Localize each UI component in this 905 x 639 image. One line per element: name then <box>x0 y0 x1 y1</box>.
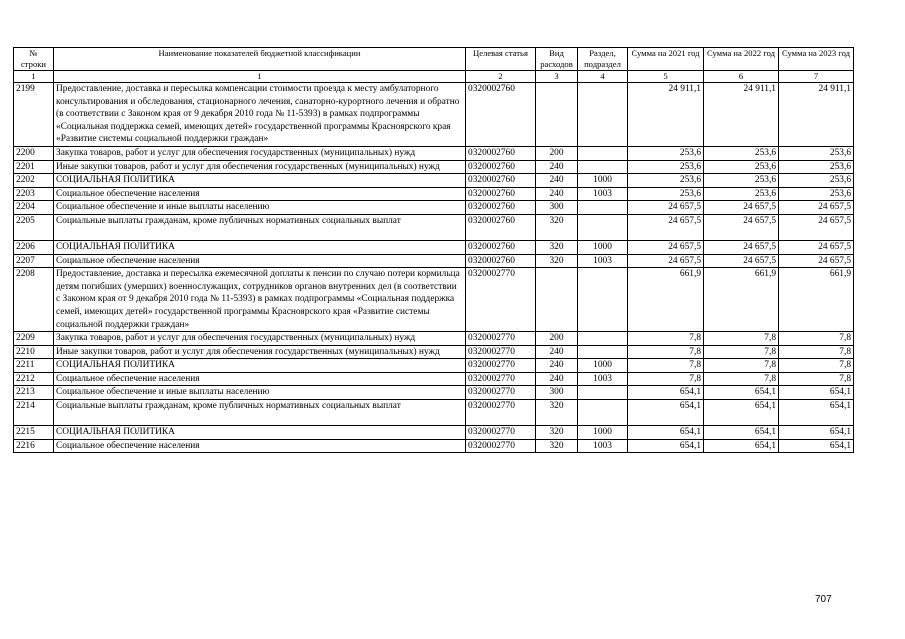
expense-type-cell: 240 <box>536 372 578 386</box>
target-article-cell: 0320002770 <box>466 359 536 373</box>
expense-type-cell: 320 <box>536 400 578 426</box>
sum-2023-cell: 7,8 <box>779 332 854 346</box>
indicator-name-cell: Предоставление, доставка и пересылка ежемесячной доплаты к пенсии по случаю потери кормильца детям погибших (умерших) военнослужащих, сотрудников органов внутренних дел (в соответствии с Законом края от 9 декабря 2010 года № 11-5393) в рамках подпрограммы «Социальная поддержка семей, имеющих детей» государственной программы Красноярского края «Развитие системы социальной поддержки граждан» <box>54 268 466 332</box>
indicator-name-cell: СОЦИАЛЬНАЯ ПОЛИТИКА <box>54 240 466 254</box>
table-row <box>14 359 854 373</box>
column-number: 5 <box>628 71 704 83</box>
section-subsection-cell <box>578 201 628 215</box>
sum-2023-cell: 24 657,5 <box>779 240 854 254</box>
expense-type-cell: 320 <box>536 426 578 440</box>
table-row <box>14 386 854 400</box>
sum-2023-cell: 654,1 <box>779 439 854 453</box>
section-subsection-cell: 1000 <box>578 174 628 188</box>
section-subsection-cell: 1000 <box>578 359 628 373</box>
header-sum-2023: Сумма на 2023 год <box>779 48 854 71</box>
indicator-name-cell: Закупка товаров, работ и услуг для обеспечения государственных (муниципальных) нужд <box>54 332 466 346</box>
sum-2021-cell: 7,8 <box>628 359 704 373</box>
sum-2021-cell: 24 657,5 <box>628 254 704 268</box>
target-article-cell: 0320002760 <box>466 83 536 147</box>
target-article-cell: 0320002770 <box>466 372 536 386</box>
header-expense-type: Вид расходов <box>536 48 578 71</box>
target-article-cell: 0320002760 <box>466 240 536 254</box>
row-number-cell: 2209 <box>14 332 54 346</box>
expense-type-cell: 320 <box>536 214 578 240</box>
column-number: 1 <box>54 71 466 83</box>
indicator-name-cell: Социальное обеспечение населения <box>54 439 466 453</box>
header-section: Раздел, подраздел <box>578 48 628 71</box>
target-article-cell: 0320002770 <box>466 439 536 453</box>
row-number-cell: 2201 <box>14 160 54 174</box>
indicator-name-cell: Закупка товаров, работ и услуг для обеспечения государственных (муниципальных) нужд <box>54 146 466 160</box>
target-article-cell: 0320002760 <box>466 214 536 240</box>
expense-type-cell: 300 <box>536 201 578 215</box>
sum-2023-cell: 7,8 <box>779 359 854 373</box>
table-body <box>14 83 854 453</box>
target-article-cell: 0320002760 <box>466 254 536 268</box>
expense-type-cell: 300 <box>536 386 578 400</box>
column-number-row <box>14 71 854 83</box>
row-number-cell: 2205 <box>14 214 54 240</box>
sum-2023-cell: 661,9 <box>779 268 854 332</box>
sum-2021-cell: 7,8 <box>628 332 704 346</box>
sum-2023-cell: 24 657,5 <box>779 201 854 215</box>
target-article-cell: 0320002770 <box>466 386 536 400</box>
row-number-cell: 2213 <box>14 386 54 400</box>
indicator-name-cell: СОЦИАЛЬНАЯ ПОЛИТИКА <box>54 174 466 188</box>
target-article-cell: 0320002760 <box>466 146 536 160</box>
column-number: 3 <box>536 71 578 83</box>
table-row <box>14 372 854 386</box>
expense-type-cell: 240 <box>536 160 578 174</box>
column-number: 4 <box>578 71 628 83</box>
table-row <box>14 400 854 426</box>
sum-2021-cell: 253,6 <box>628 174 704 188</box>
table-row <box>14 268 854 332</box>
sum-2021-cell: 253,6 <box>628 146 704 160</box>
sum-2021-cell: 7,8 <box>628 345 704 359</box>
row-number-cell: 2202 <box>14 174 54 188</box>
sum-2021-cell: 24 657,5 <box>628 240 704 254</box>
sum-2021-cell: 253,6 <box>628 160 704 174</box>
row-number-cell: 2206 <box>14 240 54 254</box>
sum-2022-cell: 253,6 <box>704 174 779 188</box>
expense-type-cell: 240 <box>536 174 578 188</box>
sum-2023-cell: 253,6 <box>779 146 854 160</box>
expense-type-cell: 320 <box>536 240 578 254</box>
sum-2023-cell: 24 657,5 <box>779 254 854 268</box>
table-row <box>14 254 854 268</box>
indicator-name-cell: Социальные выплаты гражданам, кроме публичных нормативных социальных выплат <box>54 214 466 240</box>
section-subsection-cell <box>578 400 628 426</box>
indicator-name-cell: СОЦИАЛЬНАЯ ПОЛИТИКА <box>54 359 466 373</box>
section-subsection-cell <box>578 160 628 174</box>
section-subsection-cell: 1003 <box>578 254 628 268</box>
sum-2022-cell: 7,8 <box>704 372 779 386</box>
column-number: 2 <box>466 71 536 83</box>
sum-2023-cell: 253,6 <box>779 160 854 174</box>
sum-2022-cell: 253,6 <box>704 160 779 174</box>
header-row-number: № строки <box>14 48 54 71</box>
row-number-cell: 2200 <box>14 146 54 160</box>
section-subsection-cell <box>578 268 628 332</box>
indicator-name-cell: Социальное обеспечение населения <box>54 254 466 268</box>
target-article-cell: 0320002760 <box>466 160 536 174</box>
table-row <box>14 345 854 359</box>
budget-table <box>13 47 854 453</box>
indicator-name-cell: Социальное обеспечение и иные выплаты населению <box>54 201 466 215</box>
indicator-name-cell: Социальное обеспечение населения <box>54 187 466 201</box>
indicator-name-cell: Иные закупки товаров, работ и услуг для обеспечения государственных (муниципальных) нужд <box>54 160 466 174</box>
expense-type-cell: 200 <box>536 332 578 346</box>
header-target-article: Целевая статья <box>466 48 536 71</box>
sum-2022-cell: 24 657,5 <box>704 240 779 254</box>
sum-2022-cell: 654,1 <box>704 439 779 453</box>
target-article-cell: 0320002770 <box>466 426 536 440</box>
sum-2023-cell: 24 657,5 <box>779 214 854 240</box>
expense-type-cell: 320 <box>536 254 578 268</box>
indicator-name-cell: Социальное обеспечение и иные выплаты населению <box>54 386 466 400</box>
column-number: 6 <box>704 71 779 83</box>
row-number-cell: 2212 <box>14 372 54 386</box>
sum-2022-cell: 24 911,1 <box>704 83 779 147</box>
sum-2022-cell: 24 657,5 <box>704 214 779 240</box>
table-row <box>14 174 854 188</box>
table-row <box>14 160 854 174</box>
section-subsection-cell: 1003 <box>578 372 628 386</box>
expense-type-cell <box>536 83 578 147</box>
sum-2023-cell: 24 911,1 <box>779 83 854 147</box>
table-row <box>14 439 854 453</box>
section-subsection-cell <box>578 146 628 160</box>
indicator-name-cell: Социальные выплаты гражданам, кроме публичных нормативных социальных выплат <box>54 400 466 426</box>
sum-2022-cell: 7,8 <box>704 345 779 359</box>
sum-2021-cell: 7,8 <box>628 372 704 386</box>
expense-type-cell: 240 <box>536 359 578 373</box>
sum-2022-cell: 7,8 <box>704 359 779 373</box>
indicator-name-cell: Социальное обеспечение населения <box>54 372 466 386</box>
section-subsection-cell <box>578 386 628 400</box>
row-number-cell: 2199 <box>14 83 54 147</box>
row-number-cell: 2208 <box>14 268 54 332</box>
sum-2023-cell: 654,1 <box>779 400 854 426</box>
table-row <box>14 187 854 201</box>
row-number-cell: 2215 <box>14 426 54 440</box>
indicator-name-cell: СОЦИАЛЬНАЯ ПОЛИТИКА <box>54 426 466 440</box>
expense-type-cell <box>536 268 578 332</box>
row-number-cell: 2211 <box>14 359 54 373</box>
section-subsection-cell: 1003 <box>578 187 628 201</box>
expense-type-cell: 320 <box>536 439 578 453</box>
section-subsection-cell: 1000 <box>578 426 628 440</box>
target-article-cell: 0320002770 <box>466 345 536 359</box>
sum-2022-cell: 24 657,5 <box>704 201 779 215</box>
section-subsection-cell <box>578 214 628 240</box>
sum-2021-cell: 253,6 <box>628 187 704 201</box>
page-number: 707 <box>815 594 832 605</box>
table-row <box>14 332 854 346</box>
sum-2023-cell: 7,8 <box>779 372 854 386</box>
sum-2023-cell: 7,8 <box>779 345 854 359</box>
sum-2022-cell: 7,8 <box>704 332 779 346</box>
indicator-name-cell: Предоставление, доставка и пересылка компенсации стоимости проезда к месту амбулаторного консультирования и обследования, стационарного лечения, санаторно-курортного лечения и обратно (в соответствии с Законом края от 9 декабря 2010 года № 11-5393) в рамках подпрограммы «Социальная поддержка семей, имеющих детей» государственной программы Красноярского края «Развитие системы социальной поддержки граждан» <box>54 83 466 147</box>
sum-2022-cell: 253,6 <box>704 146 779 160</box>
sum-2021-cell: 654,1 <box>628 439 704 453</box>
table-row <box>14 214 854 240</box>
table-row <box>14 201 854 215</box>
row-number-cell: 2214 <box>14 400 54 426</box>
sum-2023-cell: 253,6 <box>779 174 854 188</box>
target-article-cell: 0320002770 <box>466 332 536 346</box>
target-article-cell: 0320002760 <box>466 201 536 215</box>
target-article-cell: 0320002770 <box>466 268 536 332</box>
table-row <box>14 146 854 160</box>
table-row <box>14 83 854 147</box>
sum-2021-cell: 654,1 <box>628 400 704 426</box>
indicator-name-cell: Иные закупки товаров, работ и услуг для обеспечения государственных (муниципальных) нужд <box>54 345 466 359</box>
row-number-cell: 2204 <box>14 201 54 215</box>
section-subsection-cell <box>578 83 628 147</box>
expense-type-cell: 240 <box>536 187 578 201</box>
sum-2023-cell: 253,6 <box>779 187 854 201</box>
sum-2022-cell: 661,9 <box>704 268 779 332</box>
header-row <box>14 48 854 71</box>
sum-2022-cell: 654,1 <box>704 426 779 440</box>
row-number-cell: 2203 <box>14 187 54 201</box>
header-sum-2022: Сумма на 2022 год <box>704 48 779 71</box>
target-article-cell: 0320002760 <box>466 187 536 201</box>
section-subsection-cell <box>578 345 628 359</box>
sum-2021-cell: 24 911,1 <box>628 83 704 147</box>
sum-2022-cell: 654,1 <box>704 386 779 400</box>
sum-2022-cell: 253,6 <box>704 187 779 201</box>
expense-type-cell: 200 <box>536 146 578 160</box>
target-article-cell: 0320002770 <box>466 400 536 426</box>
expense-type-cell: 240 <box>536 345 578 359</box>
sum-2023-cell: 654,1 <box>779 426 854 440</box>
section-subsection-cell: 1000 <box>578 240 628 254</box>
sum-2021-cell: 24 657,5 <box>628 201 704 215</box>
header-name: Наименование показателей бюджетной классификации <box>54 48 466 71</box>
sum-2021-cell: 654,1 <box>628 426 704 440</box>
section-subsection-cell: 1003 <box>578 439 628 453</box>
column-number: 1 <box>14 71 54 83</box>
target-article-cell: 0320002760 <box>466 174 536 188</box>
sum-2022-cell: 24 657,5 <box>704 254 779 268</box>
table-row <box>14 426 854 440</box>
table-row <box>14 240 854 254</box>
sum-2021-cell: 654,1 <box>628 386 704 400</box>
sum-2022-cell: 654,1 <box>704 400 779 426</box>
row-number-cell: 2210 <box>14 345 54 359</box>
section-subsection-cell <box>578 332 628 346</box>
row-number-cell: 2216 <box>14 439 54 453</box>
column-number: 7 <box>779 71 854 83</box>
sum-2021-cell: 24 657,5 <box>628 214 704 240</box>
row-number-cell: 2207 <box>14 254 54 268</box>
header-sum-2021: Сумма на 2021 год <box>628 48 704 71</box>
sum-2021-cell: 661,9 <box>628 268 704 332</box>
sum-2023-cell: 654,1 <box>779 386 854 400</box>
